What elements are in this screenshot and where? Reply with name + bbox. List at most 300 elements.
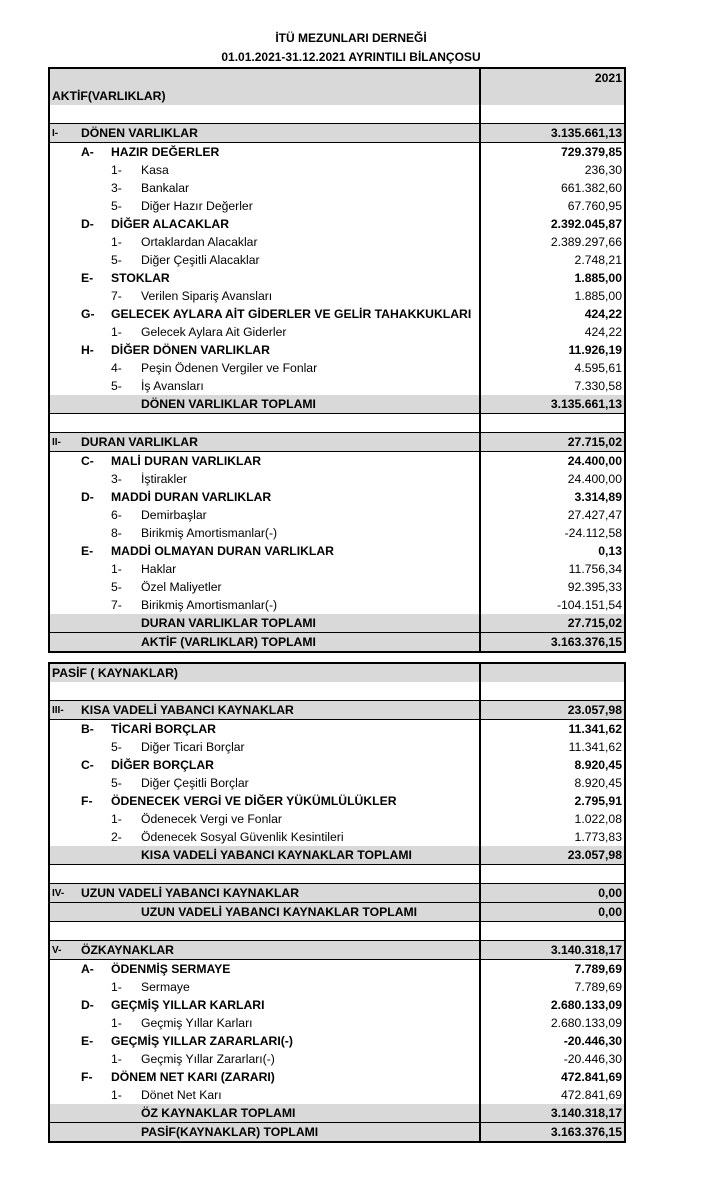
item-label: Geçmiş Yıllar Zararları(-) xyxy=(141,1051,275,1066)
item-label: Geçmiş Yıllar Karları xyxy=(141,1015,253,1030)
item-label: Diğer Çeşitli Borçlar xyxy=(141,775,249,790)
row-code xyxy=(49,828,79,846)
item-code: 1- xyxy=(111,811,122,826)
pasif-table xyxy=(48,662,626,1143)
item-label: Birikmiş Amortismanlar(-) xyxy=(141,525,278,540)
row-code xyxy=(79,1050,109,1068)
table-row xyxy=(49,560,625,578)
amount-cell xyxy=(480,682,625,701)
item-code: 5- xyxy=(111,739,122,754)
total-label: DÖNEN VARLIKLAR TOPLAMI xyxy=(139,395,480,414)
row-code xyxy=(49,578,79,596)
group-title: DİĞER ALACAKLAR xyxy=(111,216,230,231)
amount-cell: 2.680.133,09 xyxy=(480,996,625,1014)
row-code xyxy=(79,395,109,414)
row-code xyxy=(49,633,79,653)
group-code: E- xyxy=(81,543,94,558)
item-code: 1- xyxy=(111,324,122,339)
row-code xyxy=(49,488,79,506)
total-label: KISA VADELİ YABANCI KAYNAKLAR TOPLAMI xyxy=(139,846,480,865)
group-title: ÖDENMİŞ SERMAYE xyxy=(111,961,231,976)
amount-cell: 7.330,58 xyxy=(480,377,625,395)
row-code xyxy=(79,922,109,941)
item-label: Bankalar xyxy=(141,180,190,195)
amount-cell: 8.920,45 xyxy=(480,774,625,792)
table-row xyxy=(49,774,625,792)
row-code xyxy=(109,614,139,633)
row-code xyxy=(49,996,79,1014)
row-code xyxy=(79,1086,109,1104)
section-title: KISA VADELİ YABANCI KAYNAKLAR xyxy=(79,701,480,720)
aktif-header: AKTİF(VARLIKLAR) xyxy=(49,87,480,105)
item-code: 1- xyxy=(111,979,122,994)
table-row xyxy=(49,143,625,162)
amount-cell: 1.885,00 xyxy=(480,287,625,305)
table-row xyxy=(49,506,625,524)
amount-cell: 729.379,85 xyxy=(480,143,625,162)
row-code xyxy=(49,341,79,359)
group-code: F- xyxy=(81,1069,93,1084)
table-row xyxy=(49,1068,625,1086)
row-code xyxy=(49,978,79,996)
table-row xyxy=(49,865,625,884)
row-code xyxy=(49,143,79,162)
item-code: 5- xyxy=(111,252,122,267)
group-title: DİĞER DÖNEN VARLIKLAR xyxy=(111,342,270,357)
item-code: 1- xyxy=(111,162,122,177)
amount-cell: 7.789,69 xyxy=(480,978,625,996)
group-code: E- xyxy=(81,270,94,285)
row-code xyxy=(49,865,79,884)
row-code xyxy=(49,1014,79,1032)
section-title: DURAN VARLIKLAR xyxy=(79,433,480,452)
total-label xyxy=(139,682,480,701)
amount-cell: 3.135.661,13 xyxy=(480,395,625,414)
document-subtitle: 01.01.2021-31.12.2021 AYRINTILI BİLANÇOSU xyxy=(221,50,481,64)
group-title: DÖNEM NET KARI (ZARARI) xyxy=(111,1069,275,1084)
amount-cell: -20.446,30 xyxy=(480,1050,625,1068)
row-code xyxy=(49,377,79,395)
row-code xyxy=(79,633,109,653)
amount-cell: 67.760,95 xyxy=(480,197,625,215)
amount-cell: -20.446,30 xyxy=(480,1032,625,1050)
amount-cell: 2.748,21 xyxy=(480,251,625,269)
amount-cell: 1.773,83 xyxy=(480,828,625,846)
row-code xyxy=(49,560,79,578)
row-code xyxy=(49,233,79,251)
row-code xyxy=(79,903,109,922)
aktif-header-row xyxy=(49,87,625,105)
amount-cell: 3.163.376,15 xyxy=(480,1123,625,1143)
row-code xyxy=(79,359,109,377)
year-header: 2021 xyxy=(480,68,625,87)
group-code: A- xyxy=(81,144,94,159)
total-label: PASİF(KAYNAKLAR) TOPLAMI xyxy=(139,1123,480,1143)
row-code xyxy=(79,506,109,524)
item-code: 6- xyxy=(111,507,122,522)
row-code xyxy=(49,269,79,287)
item-label: Haklar xyxy=(141,561,177,576)
table-row xyxy=(49,978,625,996)
group-title: MADDİ DURAN VARLIKLAR xyxy=(111,489,272,504)
table-row xyxy=(49,287,625,305)
table-row xyxy=(49,1014,625,1032)
row-code xyxy=(79,846,109,865)
group-title: HAZIR DEĞERLER xyxy=(111,144,220,159)
group-code: E- xyxy=(81,1033,94,1048)
table-row xyxy=(49,903,625,922)
total-label xyxy=(139,922,480,941)
row-code xyxy=(49,215,79,233)
row-code xyxy=(49,359,79,377)
row-code xyxy=(109,1123,139,1143)
row-code xyxy=(49,846,79,865)
row-code xyxy=(79,197,109,215)
table-row xyxy=(49,524,625,542)
item-code: 3- xyxy=(111,471,122,486)
item-label: Diğer Çeşitli Alacaklar xyxy=(141,252,260,267)
item-code: 5- xyxy=(111,579,122,594)
table-row xyxy=(49,941,625,960)
total-label: UZUN VADELİ YABANCI KAYNAKLAR TOPLAMI xyxy=(139,903,480,922)
row-code xyxy=(49,542,79,560)
table-row xyxy=(49,701,625,720)
item-code: 8- xyxy=(111,525,122,540)
row-code xyxy=(79,414,109,433)
amount-cell: 1.022,08 xyxy=(480,810,625,828)
row-code xyxy=(79,1014,109,1032)
row-code xyxy=(79,323,109,341)
row-code xyxy=(79,865,109,884)
row-code xyxy=(49,323,79,341)
row-code xyxy=(49,1068,79,1086)
amount-cell: 1.885,00 xyxy=(480,269,625,287)
amount-cell: 2.680.133,09 xyxy=(480,1014,625,1032)
row-code xyxy=(49,105,79,124)
group-title: GELECEK AYLARA AİT GİDERLER VE GELİR TAHAKKUKLARI xyxy=(111,306,472,321)
total-label: ÖZ KAYNAKLAR TOPLAMI xyxy=(139,1104,480,1123)
item-code: 5- xyxy=(111,378,122,393)
amount-cell: 4.595,61 xyxy=(480,359,625,377)
total-label xyxy=(139,414,480,433)
pasif-header-row xyxy=(49,663,625,682)
row-code xyxy=(109,1104,139,1123)
table-row xyxy=(49,633,625,653)
item-label: Kasa xyxy=(141,162,169,177)
row-code xyxy=(79,828,109,846)
row-code xyxy=(79,1104,109,1123)
year-header-row xyxy=(49,68,625,87)
group-code: C- xyxy=(81,453,94,468)
item-code: 5- xyxy=(111,198,122,213)
group-title: DİĞER BORÇLAR xyxy=(111,757,214,772)
table-row xyxy=(49,596,625,614)
section-title: UZUN VADELİ YABANCI KAYNAKLAR xyxy=(79,884,480,903)
item-code: 1- xyxy=(111,234,122,249)
row-code xyxy=(49,470,79,488)
group-code: G- xyxy=(81,306,95,321)
row-code xyxy=(49,1086,79,1104)
amount-cell: 472.841,69 xyxy=(480,1068,625,1086)
row-code xyxy=(79,179,109,197)
table-row xyxy=(49,996,625,1014)
amount-cell: 24.400,00 xyxy=(480,470,625,488)
amount-cell: 24.400,00 xyxy=(480,452,625,471)
group-title: GEÇMİŞ YILLAR KARLARI xyxy=(111,997,265,1012)
item-label: Ödenecek Vergi ve Fonlar xyxy=(141,811,282,826)
row-code xyxy=(49,738,79,756)
table-row xyxy=(49,105,625,124)
item-label: Verilen Sipariş Avansları xyxy=(141,288,273,303)
table-row xyxy=(49,233,625,251)
table-row xyxy=(49,433,625,452)
row-code xyxy=(49,756,79,774)
row-code xyxy=(79,1123,109,1143)
item-label: Ortaklardan Alacaklar xyxy=(141,234,258,249)
amount-cell: 0,00 xyxy=(480,884,625,903)
row-code xyxy=(49,506,79,524)
table-row xyxy=(49,488,625,506)
row-code xyxy=(79,738,109,756)
item-code: 7- xyxy=(111,597,122,612)
row-code xyxy=(109,105,139,124)
row-code xyxy=(79,578,109,596)
section-code: II- xyxy=(49,433,79,452)
group-code: B- xyxy=(81,721,94,736)
item-label: İştirakler xyxy=(141,471,188,486)
group-code: H- xyxy=(81,342,94,357)
row-code xyxy=(49,1032,79,1050)
row-code xyxy=(79,978,109,996)
table-row xyxy=(49,377,625,395)
row-code xyxy=(49,810,79,828)
row-code xyxy=(79,774,109,792)
item-code: 1- xyxy=(111,561,122,576)
row-code xyxy=(79,810,109,828)
row-code xyxy=(49,792,79,810)
amount-cell: 27.715,02 xyxy=(480,433,625,452)
group-code: D- xyxy=(81,489,94,504)
item-code: 5- xyxy=(111,775,122,790)
section-code: I- xyxy=(49,124,79,143)
table-row xyxy=(49,161,625,179)
item-code: 3- xyxy=(111,180,122,195)
item-label: Dönet Net Karı xyxy=(141,1087,222,1102)
item-label: Gelecek Aylara Ait Giderler xyxy=(141,324,287,339)
amount-cell: 11.341,62 xyxy=(480,738,625,756)
item-label: Peşin Ödenen Vergiler ve Fonlar xyxy=(141,360,318,375)
amount-cell: 661.382,60 xyxy=(480,179,625,197)
amount-cell: 236,30 xyxy=(480,161,625,179)
row-code xyxy=(49,1123,79,1143)
amount-cell: 11.756,34 xyxy=(480,560,625,578)
item-label: Diğer Hazır Değerler xyxy=(141,198,253,213)
table-row xyxy=(49,1104,625,1123)
table-row xyxy=(49,922,625,941)
amount-cell xyxy=(480,922,625,941)
row-code xyxy=(49,774,79,792)
row-code xyxy=(49,452,79,471)
table-row xyxy=(49,792,625,810)
table-row xyxy=(49,1086,625,1104)
amount-cell: 2.389.297,66 xyxy=(480,233,625,251)
document-title: İTÜ MEZUNLARI DERNEĞİ xyxy=(275,31,427,45)
table-row xyxy=(49,884,625,903)
section-code: IV- xyxy=(49,884,79,903)
group-title: MALİ DURAN VARLIKLAR xyxy=(111,453,262,468)
row-code xyxy=(109,922,139,941)
row-code xyxy=(49,720,79,739)
table-row xyxy=(49,124,625,143)
row-code xyxy=(49,682,79,701)
amount-cell: 2.795,91 xyxy=(480,792,625,810)
amount-cell: -24.112,58 xyxy=(480,524,625,542)
item-code: 4- xyxy=(111,360,122,375)
row-code xyxy=(79,287,109,305)
table-row xyxy=(49,828,625,846)
row-code xyxy=(49,903,79,922)
table-row xyxy=(49,614,625,633)
table-row xyxy=(49,251,625,269)
row-code xyxy=(109,903,139,922)
amount-cell: 472.841,69 xyxy=(480,1086,625,1104)
table-row xyxy=(49,810,625,828)
row-code xyxy=(109,865,139,884)
row-code xyxy=(49,960,79,979)
row-code xyxy=(49,524,79,542)
row-code xyxy=(49,922,79,941)
amount-cell: 3.135.661,13 xyxy=(480,124,625,143)
table-row xyxy=(49,269,625,287)
amount-cell: 3.140.318,17 xyxy=(480,1104,625,1123)
amount-cell: 11.926,19 xyxy=(480,341,625,359)
row-code xyxy=(49,614,79,633)
group-title: ÖDENECEK VERGİ VE DİĞER YÜKÜMLÜLÜKLER xyxy=(111,793,397,808)
table-row xyxy=(49,1123,625,1143)
amount-cell: 7.789,69 xyxy=(480,960,625,979)
row-code xyxy=(49,395,79,414)
amount-cell: 3.140.318,17 xyxy=(480,941,625,960)
row-code xyxy=(49,251,79,269)
item-code: 1- xyxy=(111,1015,122,1030)
pasif-header: PASİF ( KAYNAKLAR) xyxy=(49,663,480,682)
row-code xyxy=(49,179,79,197)
table-row xyxy=(49,682,625,701)
row-code xyxy=(79,470,109,488)
row-code xyxy=(49,1050,79,1068)
item-label: Diğer Ticari Borçlar xyxy=(141,739,245,754)
row-code xyxy=(109,414,139,433)
row-code xyxy=(49,197,79,215)
total-label: AKTİF (VARLIKLAR) TOPLAMI xyxy=(139,633,480,653)
row-code xyxy=(79,377,109,395)
item-label: Sermaye xyxy=(141,979,190,994)
total-label xyxy=(139,105,480,124)
table-row xyxy=(49,395,625,414)
amount-cell: 23.057,98 xyxy=(480,846,625,865)
row-code xyxy=(79,614,109,633)
table-row xyxy=(49,738,625,756)
row-code xyxy=(49,305,79,323)
table-row xyxy=(49,1032,625,1050)
table-row xyxy=(49,323,625,341)
table-row xyxy=(49,359,625,377)
amount-cell: 2.392.045,87 xyxy=(480,215,625,233)
table-row xyxy=(49,414,625,433)
table-row xyxy=(49,720,625,739)
item-code: 1- xyxy=(111,1051,122,1066)
group-title: MADDİ OLMAYAN DURAN VARLIKLAR xyxy=(111,543,334,558)
row-code xyxy=(79,233,109,251)
amount-cell: -104.151,54 xyxy=(480,596,625,614)
group-title: STOKLAR xyxy=(111,270,170,285)
table-row xyxy=(49,578,625,596)
amount-cell: 92.395,33 xyxy=(480,578,625,596)
row-code xyxy=(79,682,109,701)
item-label: Özel Maliyetler xyxy=(141,579,222,594)
group-code: D- xyxy=(81,216,94,231)
amount-cell: 424,22 xyxy=(480,305,625,323)
table-row xyxy=(49,341,625,359)
amount-cell: 8.920,45 xyxy=(480,756,625,774)
row-code xyxy=(109,633,139,653)
amount-cell: 0,00 xyxy=(480,903,625,922)
group-title: GEÇMİŞ YILLAR ZARARLARI(-) xyxy=(111,1033,293,1048)
table-row xyxy=(49,542,625,560)
amount-cell: 27.715,02 xyxy=(480,614,625,633)
item-label: Demirbaşlar xyxy=(141,507,207,522)
table-row xyxy=(49,215,625,233)
amount-cell: 3.163.376,15 xyxy=(480,633,625,653)
group-code: C- xyxy=(81,757,94,772)
amount-cell: 0,13 xyxy=(480,542,625,560)
table-row xyxy=(49,470,625,488)
total-label: DURAN VARLIKLAR TOPLAMI xyxy=(139,614,480,633)
amount-cell: 27.427,47 xyxy=(480,506,625,524)
table-row xyxy=(49,197,625,215)
table-row xyxy=(49,846,625,865)
group-code: D- xyxy=(81,997,94,1012)
item-code: 2- xyxy=(111,829,122,844)
section-title: DÖNEN VARLIKLAR xyxy=(79,124,480,143)
row-code xyxy=(49,287,79,305)
item-label: İş Avansları xyxy=(141,378,204,393)
section-title: ÖZKAYNAKLAR xyxy=(79,941,480,960)
amount-cell: 23.057,98 xyxy=(480,701,625,720)
row-code xyxy=(109,846,139,865)
row-code xyxy=(79,251,109,269)
item-code: 7- xyxy=(111,288,122,303)
row-code xyxy=(109,395,139,414)
aktif-table xyxy=(48,67,626,653)
amount-cell xyxy=(480,865,625,884)
table-row xyxy=(49,1050,625,1068)
amount-cell: 11.341,62 xyxy=(480,720,625,739)
row-code xyxy=(49,414,79,433)
row-code xyxy=(49,596,79,614)
section-code: III- xyxy=(49,701,79,720)
group-code: A- xyxy=(81,961,94,976)
table-row xyxy=(49,179,625,197)
table-row xyxy=(49,756,625,774)
row-code xyxy=(79,560,109,578)
row-code xyxy=(79,524,109,542)
row-code xyxy=(49,161,79,179)
amount-cell: 3.314,89 xyxy=(480,488,625,506)
item-label: Birikmiş Amortismanlar(-) xyxy=(141,597,278,612)
table-row xyxy=(49,960,625,979)
total-label xyxy=(139,865,480,884)
